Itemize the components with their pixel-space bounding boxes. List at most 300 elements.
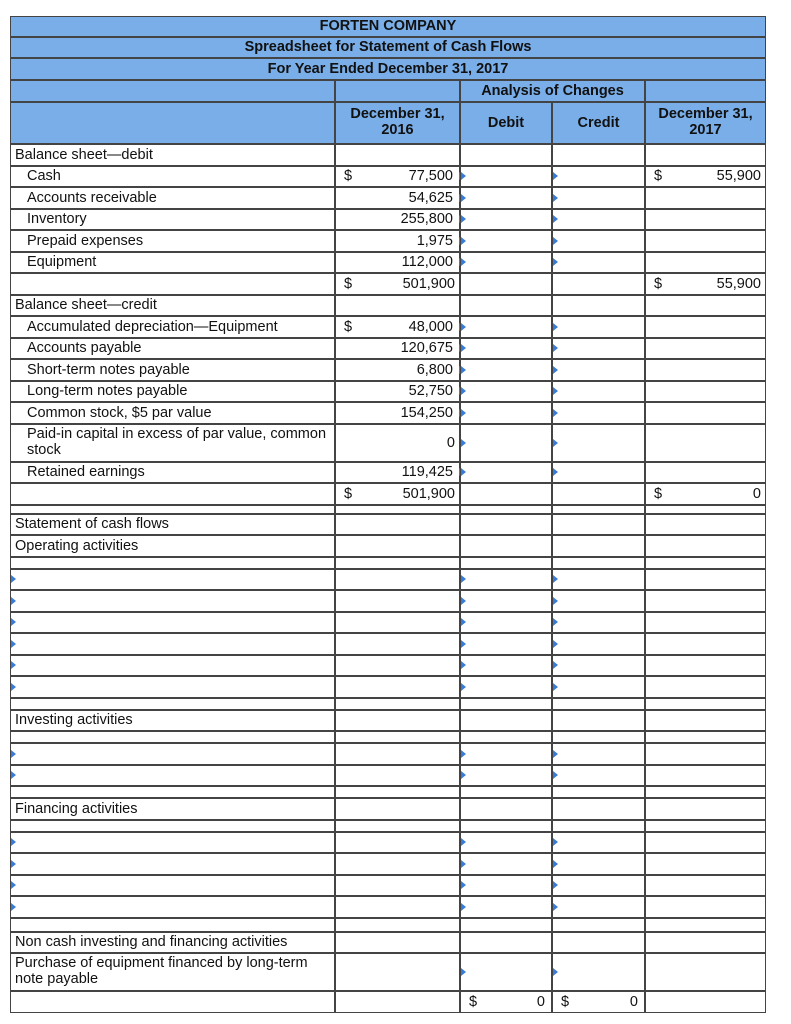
credit-cell [552, 731, 645, 743]
credit-cell[interactable] [552, 359, 645, 381]
debit-input-marker-icon [461, 618, 466, 626]
value-2017: 55,900 [716, 168, 761, 185]
section-financing-activities: Financing activities [10, 798, 335, 820]
credit-cell[interactable] [552, 424, 645, 462]
credit-input-marker-icon [553, 860, 558, 868]
2016-cell [335, 273, 460, 295]
credit-cell[interactable] [552, 230, 645, 252]
col-header-debit: Debit [460, 102, 552, 144]
debit-input-marker-icon [461, 323, 466, 331]
debit-input-marker-icon [461, 683, 466, 691]
credit-input-marker-icon [553, 640, 558, 648]
value-2016: 120,675 [400, 340, 453, 357]
debit-input-marker-icon [461, 172, 466, 180]
2017-cell [645, 743, 766, 765]
credit-cell[interactable] [552, 853, 645, 875]
credit-input-marker-icon [553, 771, 558, 779]
2016-cell[interactable] [335, 209, 460, 231]
2017-cell [645, 359, 766, 381]
2017-cell [645, 953, 766, 991]
2017-cell [645, 144, 766, 166]
credit-cell [552, 483, 645, 505]
label-input-marker-icon [11, 903, 16, 911]
credit-cell[interactable] [552, 953, 645, 991]
2017-cell [645, 731, 766, 743]
2016-cell[interactable] [335, 462, 460, 484]
debit-cell [460, 731, 552, 743]
debit-cell [460, 932, 552, 954]
label-input-marker-icon [11, 683, 16, 691]
debit-input-marker-icon [461, 409, 466, 417]
2016-cell[interactable] [335, 316, 460, 338]
credit-input-marker-icon [553, 237, 558, 245]
debit-input-marker-icon [461, 903, 466, 911]
2017-cell [645, 505, 766, 514]
2017-cell [645, 612, 766, 634]
debit-cell[interactable] [460, 209, 552, 231]
analysis-totals-row [10, 991, 335, 1013]
spacer-row [10, 698, 335, 710]
debit-cell [460, 483, 552, 505]
2016-cell[interactable] [335, 402, 460, 424]
operating-input-row [10, 569, 335, 591]
credit-cell [552, 514, 645, 536]
label-input-marker-icon [11, 575, 16, 583]
debit-input-marker-icon [461, 771, 466, 779]
2016-cell[interactable] [335, 252, 460, 274]
2016-cell[interactable] [335, 187, 460, 209]
2016-cell [335, 144, 460, 166]
credit-input-marker-icon [553, 750, 558, 758]
2016-cell [335, 932, 460, 954]
2016-cell [335, 765, 460, 787]
2016-cell [335, 820, 460, 832]
2016-cell [335, 514, 460, 536]
section-operating-activities: Operating activities [10, 535, 335, 557]
2017-cell [645, 918, 766, 932]
value-2016: 255,800 [400, 211, 453, 228]
operating-input-row [10, 633, 335, 655]
value-2016: 0 [446, 434, 455, 451]
2016-cell[interactable] [335, 338, 460, 360]
credit-input-marker-icon [553, 903, 558, 911]
credit-cell[interactable] [552, 187, 645, 209]
debit-cell [460, 991, 552, 1013]
credit-cell [552, 991, 645, 1013]
credit-cell[interactable] [552, 381, 645, 403]
label-input-marker-icon [11, 771, 16, 779]
spreadsheet-title: Spreadsheet for Statement of Cash Flows [10, 37, 766, 58]
value-2016: 77,500 [408, 168, 453, 185]
financing-input-row [10, 875, 335, 897]
debit-cell [460, 918, 552, 932]
value-2016: 48,000 [408, 318, 453, 335]
label-input-marker-icon [11, 860, 16, 868]
2016-cell [335, 655, 460, 677]
2017-cell [645, 633, 766, 655]
debit-cell[interactable] [460, 612, 552, 634]
value-2016: 119,425 [401, 464, 453, 481]
debit-cell[interactable] [460, 359, 552, 381]
2017-cell [645, 462, 766, 484]
2017-cell [645, 166, 766, 188]
2017-cell [645, 590, 766, 612]
credit-input-marker-icon [553, 194, 558, 202]
credit-input-marker-icon [553, 344, 558, 352]
credit-cell [552, 698, 645, 710]
debit-cell[interactable] [460, 832, 552, 854]
label-input-marker-icon [11, 618, 16, 626]
debit-input-marker-icon [461, 597, 466, 605]
debit-cell[interactable] [460, 953, 552, 991]
2016-cell [335, 875, 460, 897]
credit-cell [552, 710, 645, 732]
debit-cell [460, 514, 552, 536]
credit-cell[interactable] [552, 338, 645, 360]
2016-cell [335, 710, 460, 732]
2017-cell [645, 655, 766, 677]
operating-input-row [10, 612, 335, 634]
debit-input-marker-icon [461, 366, 466, 374]
operating-input-row [10, 655, 335, 677]
2017-cell [645, 875, 766, 897]
dollar-sign: $ [654, 168, 663, 185]
header-spacer [10, 102, 335, 144]
credit-input-marker-icon [553, 439, 558, 447]
credit-cell [552, 273, 645, 295]
credit-row-label: Accumulated depreciation—Equipment [10, 316, 335, 338]
2016-cell [335, 731, 460, 743]
2017-cell [645, 483, 766, 505]
dollar-sign: $ [654, 275, 663, 292]
credit-input-marker-icon [553, 258, 558, 266]
credit-cell [552, 932, 645, 954]
dollar-sign: $ [561, 993, 570, 1010]
debit-input-marker-icon [461, 194, 466, 202]
credit-cell[interactable] [552, 676, 645, 698]
2016-cell[interactable] [335, 381, 460, 403]
credit-cell[interactable] [552, 655, 645, 677]
2017-cell [645, 932, 766, 954]
credit-cell[interactable] [552, 166, 645, 188]
label-input-marker-icon [11, 661, 16, 669]
debit-cell[interactable] [460, 743, 552, 765]
period-title: For Year Ended December 31, 2017 [10, 58, 766, 80]
debit-cell[interactable] [460, 590, 552, 612]
credit-cell[interactable] [552, 875, 645, 897]
header-spacer [645, 80, 766, 102]
value-2016: 6,800 [416, 361, 453, 378]
2017-cell [645, 832, 766, 854]
value-2016: 112,000 [401, 254, 453, 271]
2017-cell [645, 514, 766, 536]
2016-cell [335, 743, 460, 765]
2017-cell [645, 295, 766, 317]
debit-input-marker-icon [461, 661, 466, 669]
value-2016: 501,900 [402, 485, 455, 502]
debit-cell[interactable] [460, 655, 552, 677]
section-statement-of-cash-flows: Statement of cash flows [10, 514, 335, 536]
debit-cell [460, 144, 552, 166]
credit-row-label: Paid-in capital in excess of par value, common stock [10, 424, 335, 462]
credit-cell [552, 557, 645, 569]
2016-cell [335, 786, 460, 798]
2016-cell [335, 612, 460, 634]
credit-input-marker-icon [553, 597, 558, 605]
2017-cell [645, 786, 766, 798]
debit-cell[interactable] [460, 875, 552, 897]
credit-input-marker-icon [553, 387, 558, 395]
debit-cell [460, 820, 552, 832]
debit-cell[interactable] [460, 569, 552, 591]
credit-total-row [10, 483, 335, 505]
2017-cell [645, 535, 766, 557]
2016-cell [335, 505, 460, 514]
credit-input-marker-icon [553, 683, 558, 691]
debit-cell [460, 557, 552, 569]
credit-cell[interactable] [552, 633, 645, 655]
credit-cell[interactable] [552, 252, 645, 274]
debit-input-marker-icon [461, 468, 466, 476]
debit-cell [460, 786, 552, 798]
investing-input-row [10, 743, 335, 765]
debit-cell[interactable] [460, 187, 552, 209]
2016-cell [335, 832, 460, 854]
label-input-marker-icon [11, 750, 16, 758]
2017-cell [645, 820, 766, 832]
credit-cell [552, 295, 645, 317]
2016-cell [335, 633, 460, 655]
debit-cell[interactable] [460, 676, 552, 698]
2017-cell [645, 424, 766, 462]
value-2016: 54,625 [408, 189, 453, 206]
debit-cell [460, 698, 552, 710]
debit-input-marker-icon [461, 215, 466, 223]
2017-cell [645, 381, 766, 403]
2016-cell[interactable] [335, 230, 460, 252]
debit-cell[interactable] [460, 230, 552, 252]
credit-cell [552, 535, 645, 557]
credit-cell [552, 798, 645, 820]
2017-cell [645, 187, 766, 209]
2017-cell [645, 698, 766, 710]
2016-cell[interactable] [335, 359, 460, 381]
credit-input-marker-icon [553, 409, 558, 417]
credit-input-marker-icon [553, 618, 558, 626]
section-balance-sheet-credit: Balance sheet—credit [10, 295, 335, 317]
2016-cell [335, 535, 460, 557]
credit-row-label: Accounts payable [10, 338, 335, 360]
credit-cell[interactable] [552, 590, 645, 612]
2017-cell [645, 316, 766, 338]
debit-row-label: Inventory [10, 209, 335, 231]
spacer-row [10, 505, 335, 514]
2016-cell [335, 853, 460, 875]
2017-cell [645, 991, 766, 1013]
debit-cell[interactable] [460, 381, 552, 403]
spacer-row [10, 786, 335, 798]
debit-row-label: Equipment [10, 252, 335, 274]
debit-cell[interactable] [460, 166, 552, 188]
debit-input-marker-icon [461, 881, 466, 889]
2017-cell [645, 338, 766, 360]
debit-cell[interactable] [460, 633, 552, 655]
debit-cell[interactable] [460, 316, 552, 338]
value-2017: 55,900 [716, 275, 761, 292]
2016-cell [335, 991, 460, 1013]
credit-cell[interactable] [552, 462, 645, 484]
debit-cell [460, 273, 552, 295]
credit-input-marker-icon [553, 881, 558, 889]
debit-cell [460, 505, 552, 514]
2017-cell [645, 676, 766, 698]
debit-input-marker-icon [461, 387, 466, 395]
credit-cell[interactable] [552, 316, 645, 338]
debit-total-row [10, 273, 335, 295]
credit-input-marker-icon [553, 323, 558, 331]
operating-input-row [10, 676, 335, 698]
spacer-row [10, 918, 335, 932]
header-spacer [335, 80, 460, 102]
2016-cell [335, 557, 460, 569]
credit-cell[interactable] [552, 612, 645, 634]
debit-cell [460, 710, 552, 732]
2016-cell [335, 896, 460, 918]
debit-input-marker-icon [461, 750, 466, 758]
debit-input-marker-icon [461, 237, 466, 245]
value-2016: 154,250 [400, 404, 453, 421]
credit-input-marker-icon [553, 661, 558, 669]
credit-cell[interactable] [552, 209, 645, 231]
section-investing-activities: Investing activities [10, 710, 335, 732]
spacer-row [10, 731, 335, 743]
2017-cell [645, 853, 766, 875]
credit-row-label: Retained earnings [10, 462, 335, 484]
credit-cell[interactable] [552, 765, 645, 787]
debit-input-marker-icon [461, 575, 466, 583]
credit-cell[interactable] [552, 743, 645, 765]
credit-cell [552, 144, 645, 166]
debit-row-label: Prepaid expenses [10, 230, 335, 252]
spacer-row [10, 557, 335, 569]
2017-cell [645, 765, 766, 787]
credit-row-label: Short-term notes payable [10, 359, 335, 381]
debit-input-marker-icon [461, 258, 466, 266]
debit-input-marker-icon [461, 968, 466, 976]
2017-cell [645, 230, 766, 252]
dollar-sign: $ [469, 993, 478, 1010]
debit-row-label: Accounts receivable [10, 187, 335, 209]
dollar-sign: $ [344, 485, 353, 502]
debit-cell[interactable] [460, 896, 552, 918]
analysis-of-changes-header: Analysis of Changes [460, 80, 645, 102]
debit-cell[interactable] [460, 462, 552, 484]
debit-cell [460, 295, 552, 317]
section-noncash-activities: Non cash investing and financing activities [10, 932, 335, 954]
label-input-marker-icon [11, 640, 16, 648]
2016-cell[interactable] [335, 166, 460, 188]
label-input-marker-icon [11, 838, 16, 846]
credit-cell[interactable] [552, 832, 645, 854]
2016-cell [335, 953, 460, 991]
2017-cell [645, 209, 766, 231]
noncash-item-label: Purchase of equipment financed by long-term note payable [10, 953, 335, 991]
2016-cell [335, 569, 460, 591]
financing-input-row [10, 896, 335, 918]
dollar-sign: $ [344, 275, 353, 292]
debit-cell [460, 798, 552, 820]
debit-cell[interactable] [460, 402, 552, 424]
debit-cell[interactable] [460, 338, 552, 360]
credit-cell [552, 820, 645, 832]
dollar-sign: $ [344, 318, 353, 335]
2017-cell [645, 252, 766, 274]
2016-cell [335, 483, 460, 505]
credit-input-marker-icon [553, 215, 558, 223]
credit-input-marker-icon [553, 575, 558, 583]
debit-total-value: 0 [536, 993, 545, 1010]
credit-row-label: Common stock, $5 par value [10, 402, 335, 424]
debit-cell[interactable] [460, 765, 552, 787]
debit-input-marker-icon [461, 344, 466, 352]
2017-cell [645, 273, 766, 295]
credit-input-marker-icon [553, 468, 558, 476]
2016-cell [335, 424, 460, 462]
2017-cell [645, 569, 766, 591]
debit-input-marker-icon [461, 838, 466, 846]
2017-cell [645, 798, 766, 820]
col-header-2017: December 31, 2017 [645, 102, 766, 144]
2016-cell [335, 918, 460, 932]
debit-cell[interactable] [460, 252, 552, 274]
debit-cell[interactable] [460, 853, 552, 875]
company-name: FORTEN COMPANY [10, 16, 766, 37]
financing-input-row [10, 853, 335, 875]
credit-input-marker-icon [553, 172, 558, 180]
debit-input-marker-icon [461, 439, 466, 447]
credit-cell [552, 786, 645, 798]
debit-cell[interactable] [460, 424, 552, 462]
credit-input-marker-icon [553, 366, 558, 374]
credit-input-marker-icon [553, 968, 558, 976]
credit-input-marker-icon [553, 838, 558, 846]
credit-row-label: Long-term notes payable [10, 381, 335, 403]
2017-cell [645, 896, 766, 918]
financing-input-row [10, 832, 335, 854]
2017-cell [645, 402, 766, 424]
2017-cell [645, 710, 766, 732]
credit-cell [552, 505, 645, 514]
2016-cell [335, 295, 460, 317]
2016-cell [335, 798, 460, 820]
credit-cell[interactable] [552, 402, 645, 424]
credit-total-value: 0 [629, 993, 638, 1010]
value-2016: 52,750 [408, 383, 453, 400]
credit-cell[interactable] [552, 896, 645, 918]
operating-input-row [10, 590, 335, 612]
2017-cell [645, 557, 766, 569]
label-input-marker-icon [11, 597, 16, 605]
2016-cell [335, 676, 460, 698]
dollar-sign: $ [654, 485, 663, 502]
col-header-2016: December 31, 2016 [335, 102, 460, 144]
section-balance-sheet-debit: Balance sheet—debit [10, 144, 335, 166]
dollar-sign: $ [344, 168, 353, 185]
col-header-credit: Credit [552, 102, 645, 144]
debit-input-marker-icon [461, 860, 466, 868]
spacer-row [10, 820, 335, 832]
credit-cell[interactable] [552, 569, 645, 591]
